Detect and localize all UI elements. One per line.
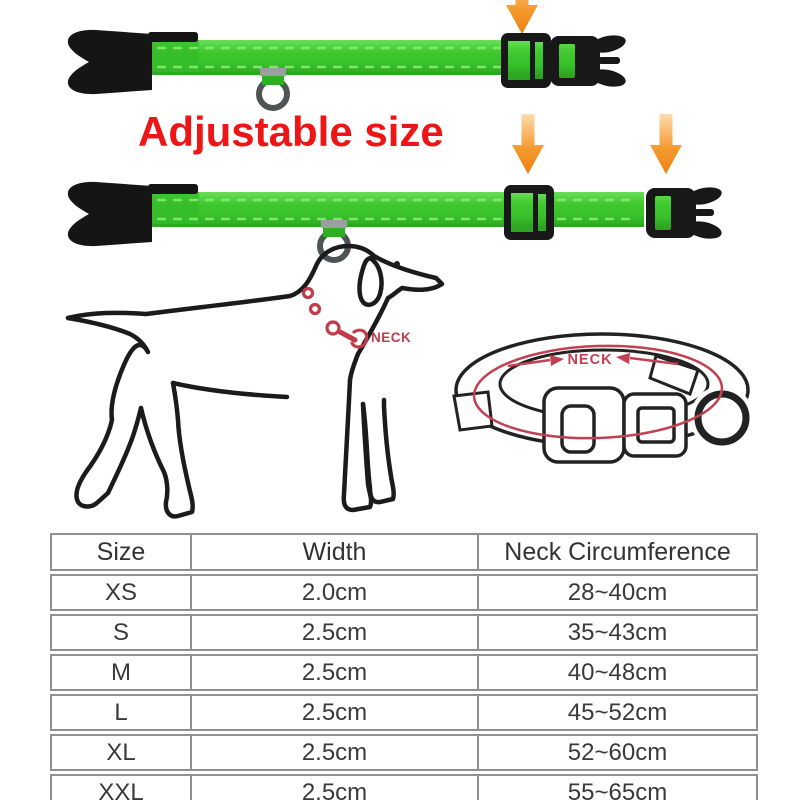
dog-neck-label: NECK <box>371 330 412 345</box>
neck-cell: 35~43cm <box>477 616 756 649</box>
table-row <box>50 574 758 611</box>
width-cell: 2.5cm <box>190 696 477 729</box>
size-cell: XS <box>104 578 137 606</box>
width-cell: 2.5cm <box>190 656 477 689</box>
width-cell: 2.5cm <box>190 736 477 769</box>
size-cell: S <box>112 618 129 646</box>
strap-keeper <box>148 32 198 42</box>
table-row <box>50 614 758 651</box>
collar-photo-top <box>56 28 626 116</box>
table-row <box>50 734 758 771</box>
size-table <box>50 533 758 800</box>
size-cell: XL <box>106 738 136 766</box>
page-title: Adjustable size <box>138 108 444 155</box>
female-buckle <box>68 30 152 94</box>
dog-outline <box>68 246 442 516</box>
neck-cell: 40~48cm <box>477 656 756 689</box>
column-header-width: Width <box>190 535 477 569</box>
female-buckle <box>68 182 152 246</box>
size-cell: M <box>111 658 131 686</box>
neck-cell: 55~65cm <box>477 776 756 800</box>
neck-cell: 28~40cm <box>477 576 756 609</box>
size-cell: L <box>114 698 128 726</box>
collar-measure-diagram <box>446 326 758 478</box>
neck-measure-marks <box>304 289 367 347</box>
dog-measure-diagram <box>58 242 450 534</box>
table-row <box>50 654 758 691</box>
width-cell: 2.0cm <box>190 576 477 609</box>
size-cell: XXL <box>98 778 144 800</box>
table-row <box>50 694 758 731</box>
column-header-size: Size <box>96 537 146 566</box>
collar-neck-label: NECK <box>567 352 613 368</box>
table-row <box>50 774 758 800</box>
width-cell: 2.5cm <box>190 616 477 649</box>
table-header-row <box>50 533 758 571</box>
neck-cell: 45~52cm <box>477 696 756 729</box>
column-header-neck: Neck Circumference <box>477 535 756 569</box>
down-arrow-icon <box>649 114 683 176</box>
strap-keeper <box>148 184 198 194</box>
neck-cell: 52~60cm <box>477 736 756 769</box>
width-cell: 2.5cm <box>190 776 477 800</box>
size-table-body <box>50 574 758 800</box>
collar-strap <box>134 192 644 227</box>
dog-eye <box>394 261 400 267</box>
collar-sketch-buckle <box>544 388 686 462</box>
down-arrow-icon <box>511 114 545 176</box>
